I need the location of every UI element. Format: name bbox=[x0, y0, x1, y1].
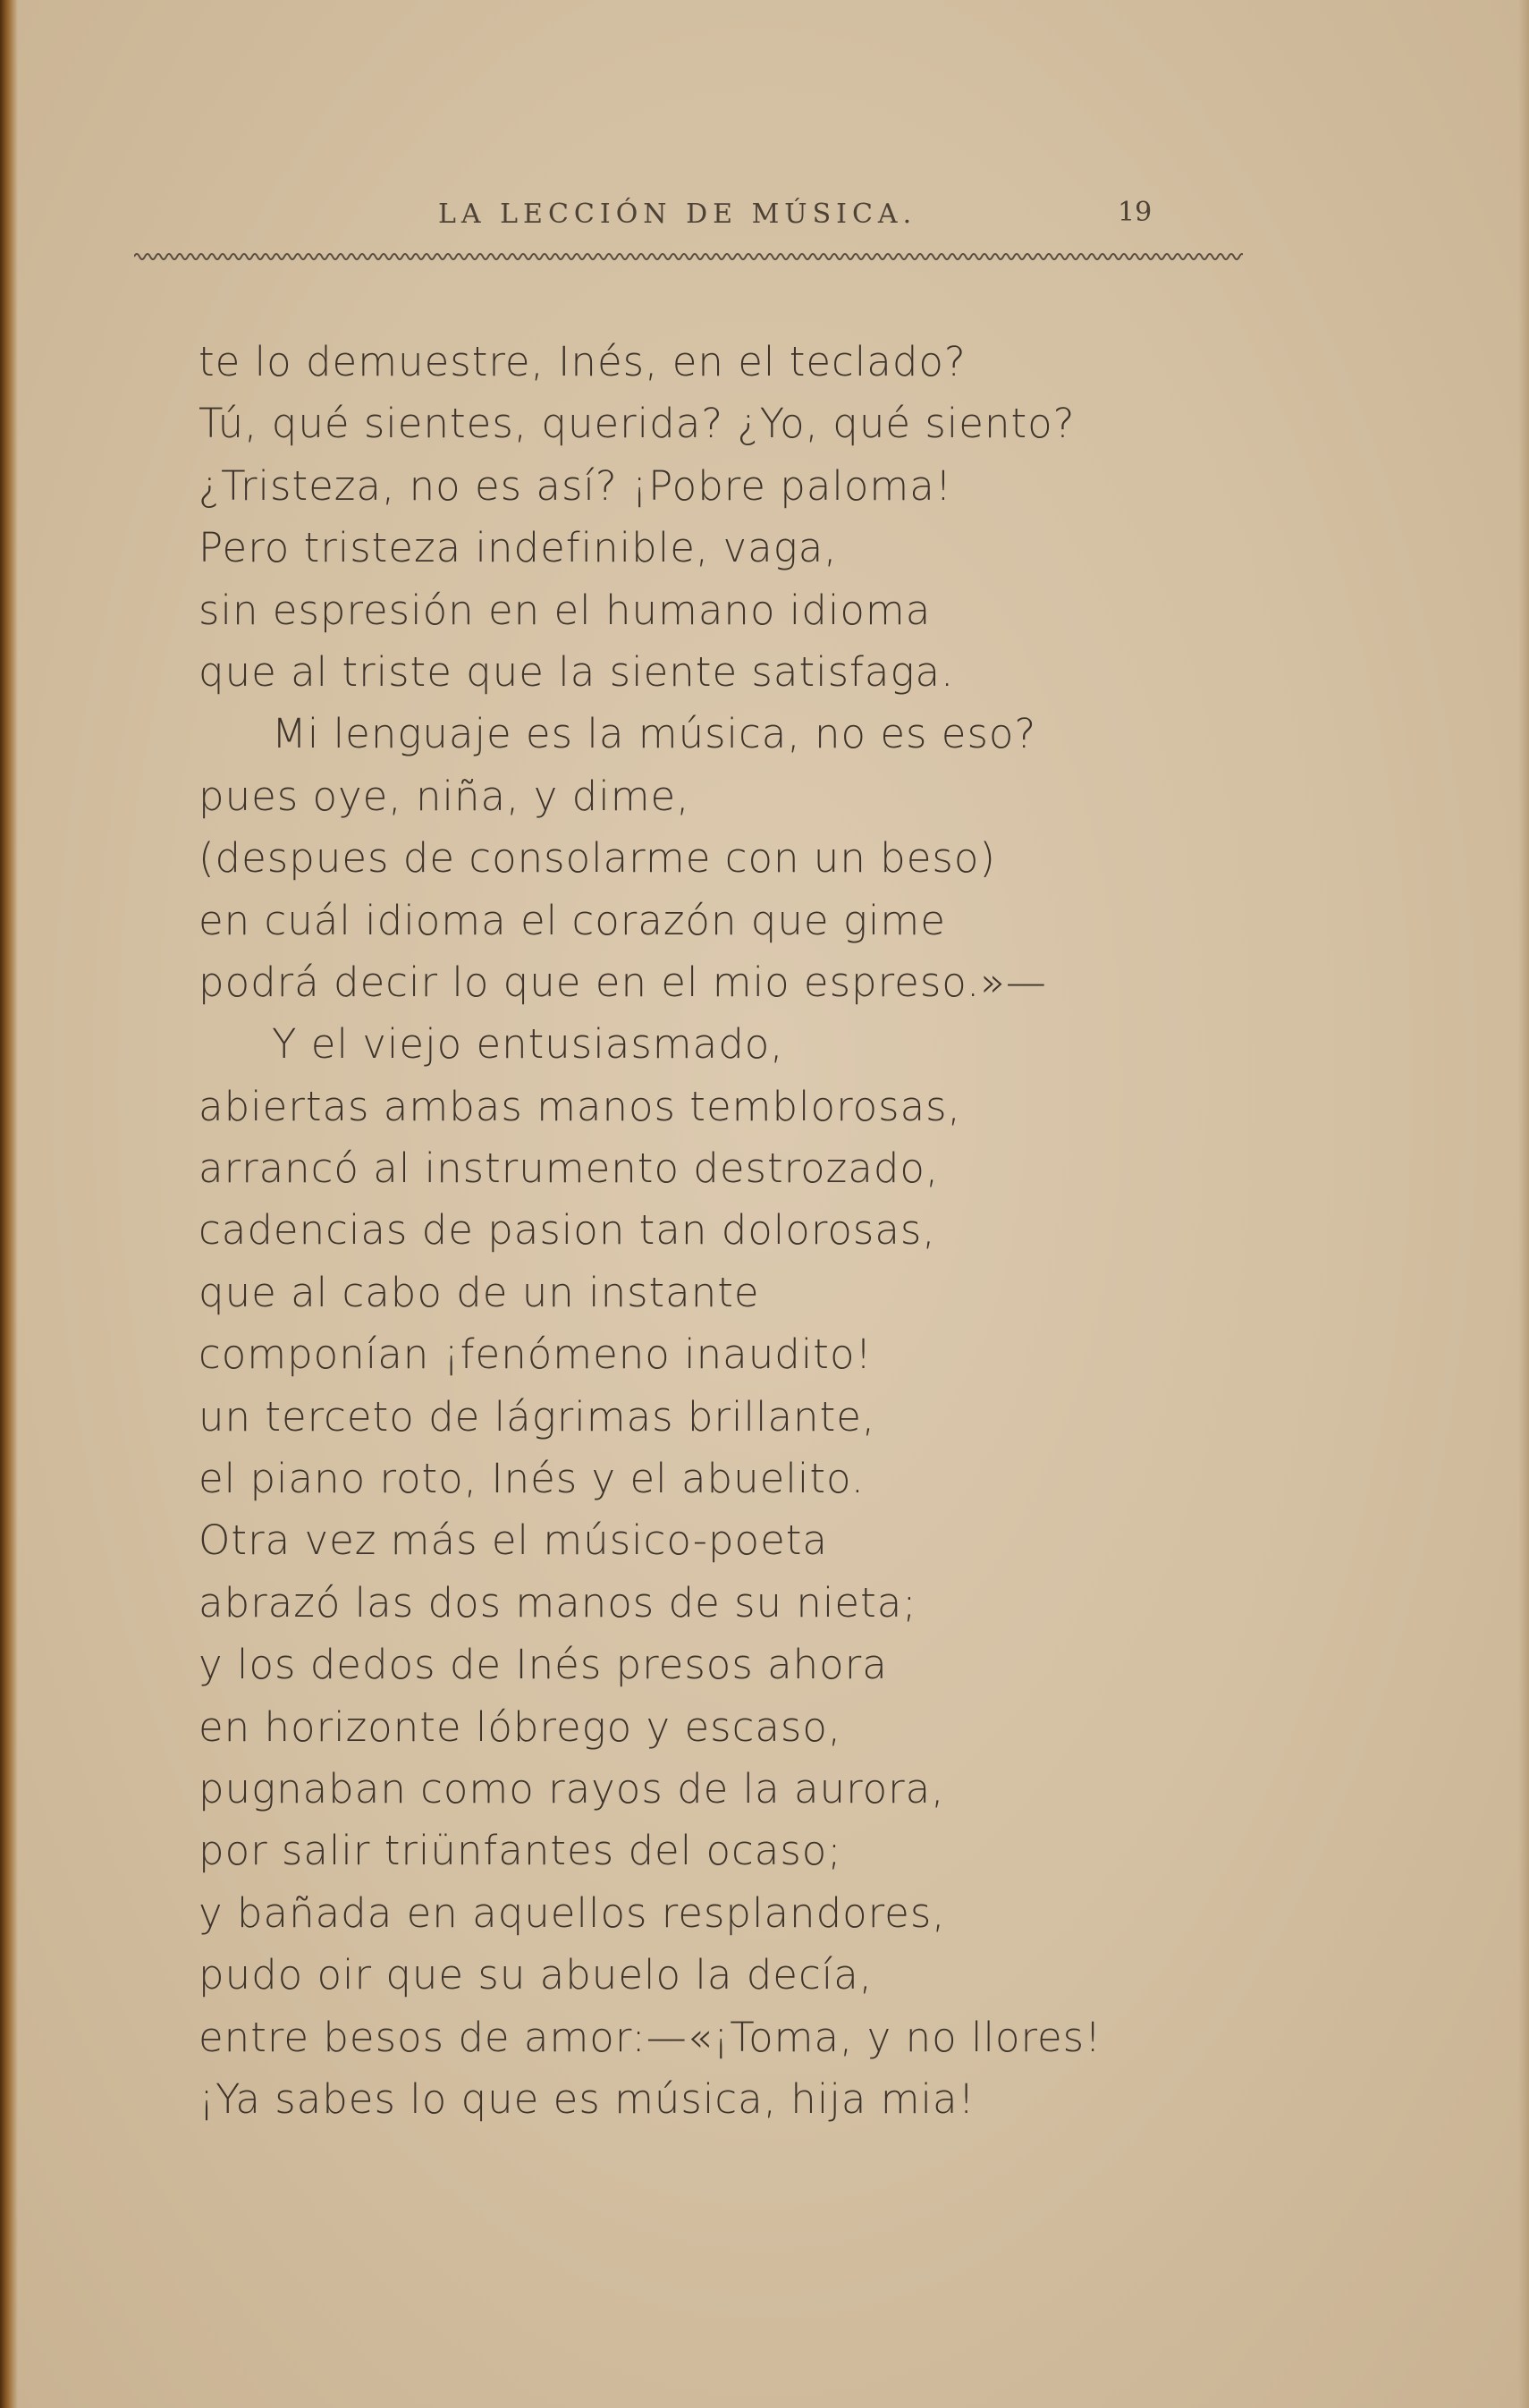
verse-line: ¿Tristeza, no es así? ¡Pobre paloma! bbox=[199, 461, 952, 510]
verse-line: el piano roto, Inés y el abuelito. bbox=[199, 1455, 866, 1503]
verse-line: pugnaban como rayos de la aurora, bbox=[199, 1764, 945, 1812]
verse-line: por salir triünfantes del ocaso; bbox=[199, 1827, 842, 1875]
book-spine-edge bbox=[0, 0, 18, 2408]
verse-line: abrazó las dos manos de su nieta; bbox=[199, 1578, 917, 1626]
verse-line: podrá decir lo que en el mio espreso.»— bbox=[199, 958, 1047, 1006]
running-head bbox=[0, 190, 1529, 243]
poem-text bbox=[199, 331, 1450, 2130]
verse-line: Otra vez más el músico-poeta bbox=[199, 1517, 828, 1565]
verse-line: un terceto de lágrimas brillante, bbox=[199, 1392, 876, 1441]
verse-line: entre besos de amor:—«¡Toma, y no llores! bbox=[199, 2013, 1102, 2061]
verse-line: Tú, qué sientes, querida? ¿Yo, qué siento? bbox=[199, 400, 1076, 448]
verse-line: en horizonte lóbrego y escaso, bbox=[199, 1702, 842, 1751]
verse-line: pudo oir que su abuelo la decía, bbox=[199, 1951, 874, 1999]
page-edge bbox=[1518, 0, 1529, 2408]
verse-line: que al cabo de un instante bbox=[199, 1268, 760, 1316]
verse-line: y los dedos de Inés presos ahora bbox=[199, 1641, 888, 1689]
verse-line: (despues de consolarme con un beso) bbox=[199, 834, 996, 883]
verse-line: en cuál idioma el corazón que gime bbox=[199, 896, 946, 944]
verse-line: pues oye, niña, y dime, bbox=[199, 772, 690, 820]
ornamental-rule bbox=[134, 250, 1243, 263]
verse-line: Mi lenguaje es la música, no es eso? bbox=[272, 710, 1037, 758]
verse-line: abiertas ambas manos temblorosas, bbox=[199, 1082, 961, 1130]
verse-line: sin espresión en el humano idioma bbox=[199, 586, 932, 634]
page-number: 19 bbox=[1118, 197, 1153, 228]
verse-line: cadencias de pasion tan dolorosas, bbox=[199, 1206, 936, 1255]
verse-line: te lo demuestre, Inés, en el teclado? bbox=[199, 338, 967, 385]
verse-line: y bañada en aquellos resplandores, bbox=[199, 1888, 946, 1937]
verse-line: Pero tristeza indefinible, vaga, bbox=[199, 524, 838, 572]
verse-line: arrancó al instrumento destrozado, bbox=[199, 1145, 940, 1193]
verse-line: componían ¡fenómeno inaudito! bbox=[199, 1331, 873, 1379]
verse-line: que al triste que la siente satisfaga. bbox=[199, 647, 955, 696]
verse-line: ¡Ya sabes lo que es música, hija mia! bbox=[199, 2074, 976, 2123]
running-title: LA LECCIÓN DE MÚSICA. bbox=[438, 199, 917, 230]
verse-line: Y el viejo entusiasmado, bbox=[272, 1020, 784, 1069]
